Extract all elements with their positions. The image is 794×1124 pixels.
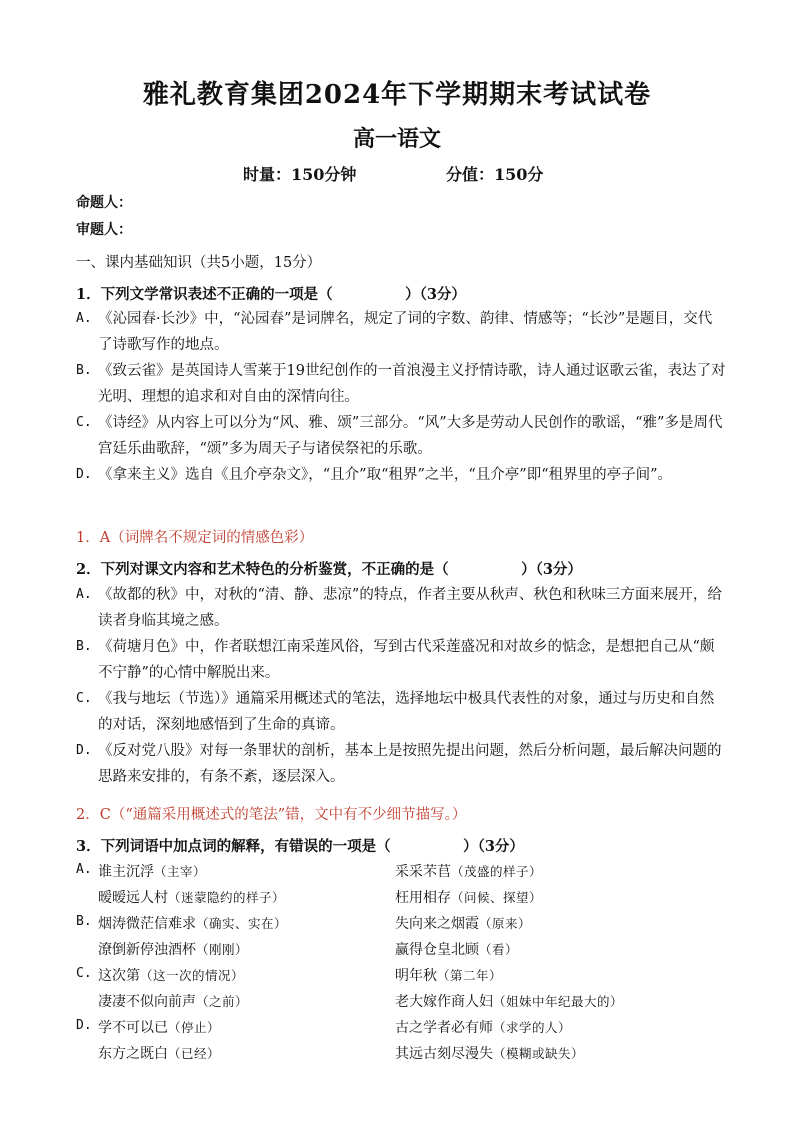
option-text: 《荷塘月色》中，作者联想江南采莲风俗，写到古代采莲盛况和对故乡的惦念，是想把自己从“颇不宁静”的心情中解脱出来。 <box>98 639 715 681</box>
q3-a-item-1 <box>98 861 206 881</box>
q3-d-item-4 <box>395 1043 584 1063</box>
term: 古之学者必有师 <box>395 1020 493 1036</box>
gloss: （之前） <box>196 994 249 1009</box>
total-score: 分值：150分 <box>446 165 544 184</box>
q3-b-item-2 <box>395 913 531 933</box>
gloss: （模糊或缺失） <box>493 1046 585 1061</box>
option-label: B. <box>76 363 92 378</box>
gloss: （第二年） <box>437 968 503 983</box>
term: 这次第 <box>98 968 140 984</box>
term: 暧暧远人村 <box>98 890 168 906</box>
term: 赢得仓皇北顾 <box>395 942 479 958</box>
q2-option-b <box>76 634 726 686</box>
q3-c-item-3 <box>98 991 248 1011</box>
q3-a-item-2 <box>395 861 542 881</box>
term: 枉用相存 <box>395 890 451 906</box>
gloss: （姐妹中年纪最大的） <box>493 994 624 1009</box>
q3-option-d-label: D. <box>76 1018 92 1033</box>
q3-d-item-1 <box>98 1017 220 1037</box>
term: 采采芣苢 <box>395 864 451 880</box>
setter-label: 命题人： <box>76 195 132 211</box>
q1-option-a <box>76 306 726 358</box>
q2-answer: 2．C（“通篇采用概述式的笔法”错，文中有不少细节描写。） <box>76 807 467 823</box>
gloss: （停止） <box>168 1020 221 1035</box>
term: 烟涛微茫信难求 <box>98 916 196 932</box>
gloss: （原来） <box>479 916 532 931</box>
term: 失向来之烟霞 <box>395 916 479 932</box>
option-text: 《拿来主义》选自《且介亭杂文》，“且介”取“租界”之半，“且介亭”即“租界里的亭子间”。 <box>98 467 673 483</box>
q3-c-item-2 <box>395 965 502 985</box>
q3-option-a-label: A. <box>76 862 92 877</box>
term: 其远古刻尽漫失 <box>395 1046 493 1062</box>
q2-option-d <box>76 738 726 790</box>
q3-b-item-4 <box>395 939 518 959</box>
q3-option-c-label: C. <box>76 966 92 981</box>
term: 学不可以已 <box>98 1020 168 1036</box>
option-label: A. <box>76 587 92 602</box>
time-limit: 时量：150分钟 <box>243 165 357 184</box>
subject-title: 高一语文 <box>352 126 441 152</box>
option-label: B. <box>76 639 92 654</box>
q1-option-b <box>76 358 726 410</box>
q3-d-item-3 <box>98 1043 220 1063</box>
q3-b-item-3 <box>98 939 248 959</box>
term: 明年秋 <box>395 968 437 984</box>
q2-option-a <box>76 582 726 634</box>
q1-option-c <box>76 410 726 462</box>
option-label: D. <box>76 467 92 482</box>
gloss: （刚刚） <box>196 942 249 957</box>
section-heading: 一、课内基础知识（共5小题，15分） <box>76 255 322 271</box>
option-text: 《致云雀》是英国诗人雪莱于19世纪创作的一首浪漫主义抒情诗歌，诗人通过讴歌云雀，表达了对光明、理想的追求和对自由的深情向往。 <box>98 363 726 405</box>
term: 凄凄不似向前声 <box>98 994 196 1010</box>
gloss: （茂盛的样子） <box>451 864 543 879</box>
term: 潦倒新停浊酒杯 <box>98 942 196 958</box>
question-1-stem: 1．下列文学常识表述不正确的一项是（ ）（3分） <box>76 286 466 303</box>
gloss: （迷蒙隐约的样子） <box>168 890 286 905</box>
gloss: （问候、探望） <box>451 890 543 905</box>
q3-a-item-4 <box>395 887 542 907</box>
exam-title: 雅礼教育集团2024年下学期期末考试试卷 <box>142 80 652 110</box>
term: 东方之既白 <box>98 1046 168 1062</box>
option-label: D. <box>76 743 92 758</box>
term: 老大嫁作商人妇 <box>395 994 493 1010</box>
option-text: 《反对党八股》对每一条罪状的剖析，基本上是按照先提出问题，然后分析问题，最后解决问题的思路来安排的，有条不紊，逐层深入。 <box>98 743 722 785</box>
q1-answer: 1．A（词牌名不规定词的情感色彩） <box>76 530 314 546</box>
q3-c-item-4 <box>395 991 623 1011</box>
option-label: C. <box>76 691 92 706</box>
q1-option-d <box>76 462 726 488</box>
option-label: A. <box>76 311 92 326</box>
question-2-stem: 2．下列对课文内容和艺术特色的分析鉴赏，不正确的是（ ）（3分） <box>76 561 582 578</box>
reviewer-label: 审题人： <box>76 222 132 238</box>
gloss: （求学的人） <box>493 1020 572 1035</box>
term: 谁主沉浮 <box>98 864 154 880</box>
option-text: 《诗经》从内容上可以分为“风、雅、颂”三部分。“风”大多是劳动人民创作的歌谣，“雅”多是周代宫廷乐曲歌辞，“颂”多为周天子与诸侯祭祀的乐歌。 <box>98 415 723 457</box>
q3-c-item-1 <box>98 965 244 985</box>
option-label: C. <box>76 415 92 430</box>
q3-option-b-label: B. <box>76 914 92 929</box>
gloss: （看） <box>479 942 519 957</box>
gloss: （确实、实在） <box>196 916 288 931</box>
option-text: 《故都的秋》中，对秋的“清、静、悲凉”的特点，作者主要从秋声、秋色和秋味三方面来展开，给读者身临其境之感。 <box>98 587 722 629</box>
q3-b-item-1 <box>98 913 287 933</box>
option-text: 《我与地坛（节选）》通篇采用概述式的笔法，选择地坛中极具代表性的对象，通过与历史和自然的对话，深刻地感悟到了生命的真谛。 <box>98 691 715 733</box>
gloss: （已经） <box>168 1046 221 1061</box>
q3-a-item-3 <box>98 887 285 907</box>
option-text: 《沁园春·长沙》中，“沁园春”是词牌名，规定了词的字数、韵律、情感等；“长沙”是题目，交代了诗歌写作的地点。 <box>98 311 713 353</box>
q3-d-item-2 <box>395 1017 571 1037</box>
gloss: （主宰） <box>154 864 207 879</box>
gloss: （这一次的情况） <box>140 968 245 983</box>
q2-option-c <box>76 686 726 738</box>
question-3-stem: 3．下列词语中加点词的解释，有错误的一项是（ ）（3分） <box>76 838 524 855</box>
